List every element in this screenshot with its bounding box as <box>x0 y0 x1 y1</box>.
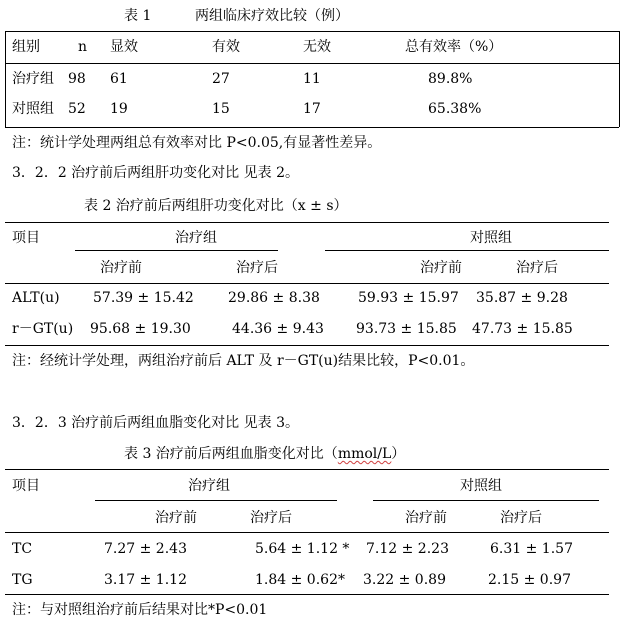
table2-header-control: 对照组 <box>470 230 512 246</box>
table3-bottom-rule <box>5 594 609 595</box>
table2-cell-before-treatment: 57.39 ± 15.42 <box>93 290 194 306</box>
table1-top-rule <box>5 31 619 32</box>
table1-cell-effective: 15 <box>212 101 230 117</box>
table3-caption-close: ） <box>391 446 406 462</box>
table1-caption-label: 表 1 <box>124 8 152 24</box>
table3-header-rule <box>5 532 609 533</box>
table1-header-group: 组别 <box>12 39 40 55</box>
table2-header-rule <box>5 283 609 284</box>
table1-cell-markedly-effective: 61 <box>110 71 128 87</box>
table3-caption-unit: mmol/L <box>337 446 392 462</box>
table1-cell-markedly-effective: 19 <box>110 101 128 117</box>
table1-right-border <box>619 31 620 127</box>
table3-cell-after-treatment: 5.64 ± 1.12 * <box>255 541 350 557</box>
table1-header-ineffective: 无效 <box>303 39 331 55</box>
table1-cell-ineffective: 17 <box>303 101 321 117</box>
section-heading-3: 3．2．3 治疗前后两组血脂变化对比 见表 3。 <box>12 415 299 431</box>
table2-cell-item: r－GT(u) <box>12 321 74 337</box>
table2-sub-after-treatment: 治疗后 <box>236 260 278 276</box>
table3-sub-before-treatment: 治疗前 <box>155 510 197 526</box>
table3-cell-before-control: 7.12 ± 2.23 <box>366 541 449 557</box>
table2-cell-before-control: 93.73 ± 15.85 <box>356 321 457 337</box>
table1-cell-total-rate: 89.8% <box>428 71 473 87</box>
table1-header-n: n <box>78 39 88 55</box>
table2-top-rule <box>5 222 609 223</box>
table3-cell-before-control: 3.22 ± 0.89 <box>363 572 446 588</box>
table2-bottom-rule <box>5 345 609 346</box>
table3-cell-item: TG <box>12 572 33 588</box>
table1-header-effective: 有效 <box>212 39 240 55</box>
table1-cell-n: 52 <box>68 101 86 117</box>
table3-caption <box>124 445 405 463</box>
table2-cell-item: ALT(u) <box>12 290 60 306</box>
table3-sub-before-control: 治疗前 <box>405 510 447 526</box>
table1-note: 注：统计学处理两组总有效率对比 P<0.05,有显著性差异。 <box>12 135 382 151</box>
table1-caption-text: 两组临床疗效比较（例） <box>195 8 349 24</box>
table3-treatment-rule <box>95 500 337 501</box>
table2-cell-before-control: 59.93 ± 15.97 <box>358 290 459 306</box>
table1-cell-group: 治疗组 <box>12 71 54 87</box>
table1-cell-total-rate: 65.38% <box>428 101 482 117</box>
table3-cell-item: TC <box>12 541 33 557</box>
table3-top-rule <box>5 469 609 470</box>
table3-note: 注：与对照组治疗前后结果对比*P<0.01 <box>12 602 268 618</box>
table1-cell-n: 98 <box>68 71 86 87</box>
table2-cell-before-treatment: 95.68 ± 19.30 <box>90 321 191 337</box>
table3-cell-before-treatment: 3.17 ± 1.12 <box>104 572 187 588</box>
table1-header-rule <box>5 63 619 64</box>
table2-sub-before-control: 治疗前 <box>420 260 462 276</box>
table1-cell-ineffective: 11 <box>303 71 321 87</box>
table3-header-treatment: 治疗组 <box>188 478 230 494</box>
table3-cell-after-control: 2.15 ± 0.97 <box>488 572 571 588</box>
table2-header-treatment: 治疗组 <box>175 230 217 246</box>
table1-cell-effective: 27 <box>212 71 230 87</box>
table3-cell-after-control: 6.31 ± 1.57 <box>490 541 573 557</box>
table3-sub-after-control: 治疗后 <box>500 510 542 526</box>
table2-cell-after-treatment: 29.86 ± 8.38 <box>228 290 320 306</box>
table3-control-rule <box>373 500 599 501</box>
table2-caption: 表 2 治疗前后两组肝功变化对比（x ± s） <box>84 198 348 214</box>
table3-cell-before-treatment: 7.27 ± 2.43 <box>104 541 187 557</box>
section-heading-2: 3．2．2 治疗前后两组肝功变化对比 见表 2。 <box>12 165 299 181</box>
table3-caption-main: 表 3 治疗前后两组血脂变化对比（ <box>124 446 338 462</box>
table2-cell-after-treatment: 44.36 ± 9.43 <box>232 321 324 337</box>
table1-header-markedly-effective: 显效 <box>110 39 138 55</box>
table3-cell-after-treatment: 1.84 ± 0.62* <box>255 572 345 588</box>
table1-left-border <box>5 31 6 127</box>
table3-sub-after-treatment: 治疗后 <box>250 510 292 526</box>
table2-cell-after-control: 35.87 ± 9.28 <box>476 290 568 306</box>
table1-bottom-rule <box>5 127 619 128</box>
table1-cell-group: 对照组 <box>12 101 54 117</box>
table2-header-item: 项目 <box>12 230 40 246</box>
table3-header-control: 对照组 <box>460 478 502 494</box>
table2-sub-after-control: 治疗后 <box>516 260 558 276</box>
table2-treatment-rule <box>75 250 278 251</box>
table2-note: 注：经统计学处理，两组治疗前后 ALT 及 r－GT(u)结果比较，P<0.01。 <box>12 353 475 369</box>
table1-header-total-rate: 总有效率（%） <box>405 39 503 55</box>
table2-cell-after-control: 47.73 ± 15.85 <box>472 321 573 337</box>
table3-header-item: 项目 <box>12 478 40 494</box>
table2-sub-before-treatment: 治疗前 <box>100 260 142 276</box>
table2-control-rule <box>325 250 609 251</box>
